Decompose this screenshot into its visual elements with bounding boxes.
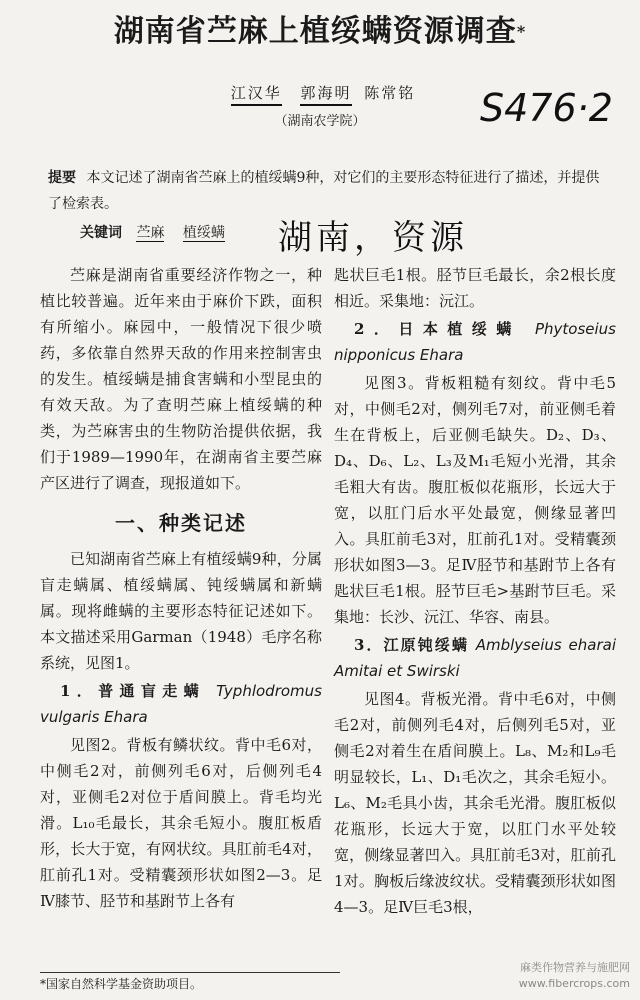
watermark-line-1: 麻类作物营养与施肥网 (520, 961, 630, 974)
keyword-2: 植绥螨 (182, 225, 225, 241)
author-3: 陈常铭 (364, 84, 416, 102)
author-1: 江汉华 (231, 84, 282, 106)
species-1-heading: 1．普通盲走螨 Typhlodromus vulgaris Ehara (40, 682, 322, 726)
species-3-description: 见图4。背板光滑。背中毛6对，中侧毛2对，前侧列毛4对，后侧列毛5对，亚侧毛2对着生在盾间膜上。L₈、M₂和L₉毛明显较长，L₁、D₁毛次之，其余毛短小。L₆、M₂毛具小齿，其余毛光滑。腹肛板似花瓶形，长远大于宽，以肛门水平处较宽，侧缘显著凹入。具肛前毛3对，肛前孔1对。胸板后缘波纹状。受精囊颈形状如图4—3。足Ⅳ巨毛3根， (334, 690, 616, 916)
abstract-label: 提要 (48, 170, 76, 186)
affiliation: （湖南农学院） (274, 114, 366, 129)
species-1-continued: 匙状巨毛1根。胫节巨毛最长，余2根长度相近。采集地：沅江。 (334, 266, 616, 310)
watermark-line-2: www.fibercrops.com (518, 977, 630, 990)
title-footnote-mark: * (516, 22, 527, 41)
paper-title: 湖南省苎麻上植绥螨资源调查* (113, 14, 527, 49)
species-3-latin: Amblyseius eharai Amitai et Swirski (334, 636, 616, 680)
handwritten-ref-number: S476·2 (480, 86, 613, 130)
handwritten-note: 湖南，资源 (278, 218, 468, 258)
keyword-1: 苎麻 (136, 225, 165, 241)
left-column (40, 262, 322, 916)
footnote: *国家自然科学基金资助项目。 (40, 972, 340, 992)
species-2-description: 见图3。背板粗糙有刻纹。背中毛5对，中侧毛2对，侧列毛7对，前亚侧毛着生在背板上，后亚侧毛缺失。D₂、D₃、D₄、D₆、L₂、L₃及M₁毛短小光滑，其余毛粗大有齿。腹肛板似花瓶形，长远大于宽，以肛门后水平处最宽，侧缘显著凹入。具肛前毛3对，肛前孔1对。受精囊颈形状如图3—3。足Ⅳ胫节和基跗节上各有匙状巨毛1根。胫节巨毛>基跗节巨毛。采集地：长沙、沅江、华容、南县。 (334, 374, 616, 626)
species-2-heading: 2．日本植绥螨 Phytoseius nipponicus Ehara (334, 320, 616, 364)
right-column (334, 262, 616, 922)
site-watermark (519, 960, 630, 992)
intro-paragraph: 苎麻是湖南省重要经济作物之一，种植比较普遍。近年来由于麻价下跌，面积有所缩小。麻园中，一般情况下很少喷药，多依靠自然界天敌的作用来控制害虫的发生。植绥螨是捕食害螨和小型昆虫的有效天敌。为了查明苎麻上植绥螨的种类，为苎麻害虫的生物防治提供依据，我们于1989—1990年，在湖南省主要苎麻产区进行了调查，现报道如下。 (40, 266, 322, 492)
species-2-latin: Phytoseius nipponicus Ehara (334, 320, 616, 364)
author-2: 郭海明 (300, 84, 351, 106)
species-3-heading: 3．江原钝绥螨 Amblyseius eharai Amitai et Swirski (334, 636, 616, 680)
species-1-description: 见图2。背板有鳞状纹。背中毛6对，中侧毛2对，前侧列毛6对，后侧列毛4对，亚侧毛2对位于盾间膜上。背毛均光滑。L₁₀毛最长，其余毛短小。腹肛板盾形，长大于宽，有网状纹。具肛前毛4对，肛前孔1对。受精囊颈形状如图2—3。足Ⅳ膝节、胫节和基跗节上各有 (40, 736, 322, 910)
species-1-latin: Typhlodromus vulgaris Ehara (40, 682, 322, 726)
section-intro-paragraph: 已知湖南省苎麻上有植绥螨9种，分属盲走螨属、植绥螨属、钝绥螨属和新螨属。现将雌螨的主要形态特征记述如下。本文描述采用Garman（1948）毛序名称系统，见图1。 (40, 550, 322, 672)
keywords (80, 222, 239, 242)
section-heading: 一、种类记述 (115, 511, 247, 535)
keywords-label: 关键词 (80, 225, 122, 241)
abstract-text: 本文记述了湖南省苎麻上的植绥螨9种，对它们的主要形态特征进行了描述，并提供了检索表。 (48, 170, 600, 212)
